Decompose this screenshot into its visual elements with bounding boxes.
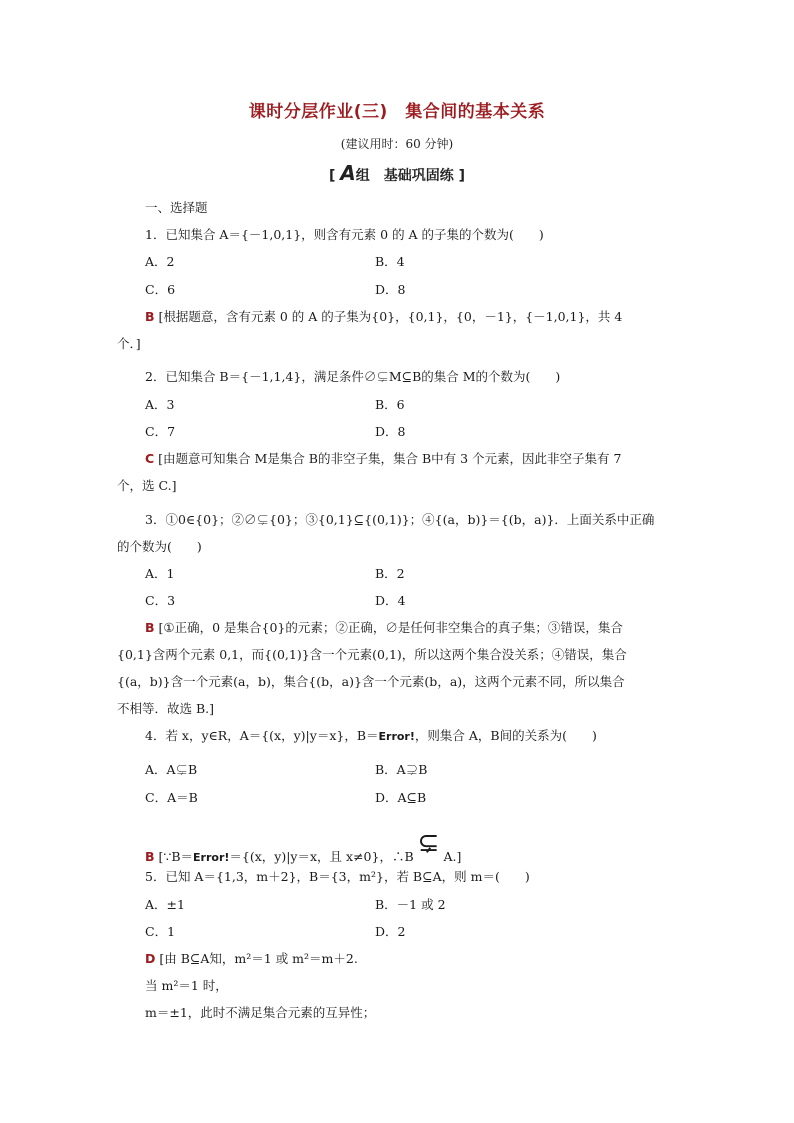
q3-explanation-text: [①正确，0 是集合{0}的元素；②正确，∅是任何非空集合的真子集；③错误，集合 [158, 620, 623, 635]
q2-explanation-line1 [145, 449, 621, 467]
q4-stem-error: Error! [378, 730, 415, 743]
q2-option-c: C．7 [145, 424, 176, 439]
q5-option-d: D．2 [375, 924, 406, 939]
q3-stem-line2: 的个数为( ) [117, 539, 202, 554]
q1-explanation-line2: 个．] [117, 336, 141, 351]
q3-answer: B [145, 620, 155, 635]
bracket-close: ] [458, 168, 466, 184]
q1-answer: B [145, 309, 155, 324]
q4-subset-symbol: ⊊ [417, 828, 440, 858]
q5-explanation-line2: 当 m²＝1 时， [145, 978, 228, 993]
q5-answer: D [145, 951, 156, 966]
q4-option-a: A．A⊊B [145, 762, 198, 777]
q1-option-a: A．2 [145, 254, 175, 269]
q2-option-b: B．6 [375, 397, 405, 412]
q3-option-d: D．4 [375, 593, 406, 608]
q1-option-b: B．4 [375, 254, 405, 269]
q4-answer: B [145, 849, 155, 864]
q4-explanation-pre: [∵B＝ [158, 849, 194, 864]
q4-stem [145, 726, 597, 744]
q3-explanation-line1 [145, 618, 623, 636]
q1-explanation-line1 [145, 307, 622, 325]
q5-option-b: B．－1 或 2 [375, 897, 446, 912]
q3-explanation-line4: 不相等．故选 B.] [117, 701, 215, 716]
group-label: 组 基础巩固练 [355, 168, 454, 184]
group-letter: A [340, 161, 356, 185]
q4-option-b: B．A⊋B [375, 762, 428, 777]
q1-option-d: D．8 [375, 282, 406, 297]
page-title: 课时分层作业(三) 集合间的基本关系 [248, 102, 546, 122]
q5-explanation-line1 [145, 949, 358, 967]
q1-option-c: C．6 [145, 282, 176, 297]
q5-option-a: A．±1 [145, 897, 185, 912]
q4-explanation-post: A.] [443, 849, 462, 864]
q4-explanation-mid: ＝{(x，y)|y＝x，且 x≠0}，∴B [229, 849, 414, 864]
q2-explanation-text: [由题意可知集合 M是集合 B的非空子集，集合 B中有 3 个元素，因此非空子集有 7 [158, 451, 622, 466]
q5-stem: 5．已知 A＝{1,3，m＋2}，B＝{3，m²}，若 B⊆A，则 m＝( ) [145, 869, 530, 884]
q3-explanation-line2: {0,1}含两个元素 0,1，而{(0,1)}含一个元素(0,1)，所以这两个集合没关系；④错误，集合 [117, 647, 627, 662]
q4-explanation-error: Error! [193, 851, 230, 864]
q3-option-b: B．2 [375, 566, 405, 581]
section-heading: 一、选择题 [145, 200, 208, 215]
q4-option-d: D．A⊆B [375, 790, 427, 805]
q3-option-a: A．1 [145, 566, 175, 581]
q5-option-c: C．1 [145, 924, 176, 939]
q1-explanation-text: [根据题意，含有元素 0 的 A 的子集为{0}，{0,1}，{0，－1}，{－1,0,1}，共 4 [158, 309, 623, 324]
q2-option-a: A．3 [145, 397, 175, 412]
group-heading [0, 161, 794, 185]
q4-option-c: C．A＝B [145, 790, 198, 805]
q3-stem-line1: 3．①0∈{0}；②∅⊊{0}；③{0,1}⊆{(0,1)}；④{(a，b)}＝{(b，a)}．上面关系中正确 [145, 512, 655, 527]
q4-stem-post: ，则集合 A，B间的关系为( ) [414, 728, 597, 743]
q5-explanation-text: [由 B⊆A知，m²＝1 或 m²＝m＋2. [159, 951, 358, 966]
time-note: (建议用时：60 分钟) [340, 137, 454, 151]
q2-stem: 2．已知集合 B＝{－1,1,4}，满足条件∅⊊M⊆B的集合 M的个数为( ) [145, 369, 561, 384]
q4-stem-pre: 4．若 x，y∈R，A＝{(x，y)|y＝x}，B＝ [145, 728, 379, 743]
q2-answer: C [145, 451, 155, 466]
q2-explanation-line2: 个，选 C.] [117, 478, 177, 493]
q2-option-d: D．8 [375, 424, 406, 439]
q3-explanation-line3: {(a，b)}含一个元素(a，b)，集合{(b，a)}含一个元素(b，a)，这两个元素不同，所以集合 [117, 674, 625, 689]
q4-explanation [145, 828, 462, 868]
q3-option-c: C．3 [145, 593, 176, 608]
q1-stem: 1．已知集合 A＝{－1,0,1}，则含有元素 0 的 A 的子集的个数为( ) [145, 227, 544, 242]
q5-explanation-line3: m＝±1，此时不满足集合元素的互异性； [145, 1005, 376, 1020]
bracket-open: [ [328, 168, 336, 184]
